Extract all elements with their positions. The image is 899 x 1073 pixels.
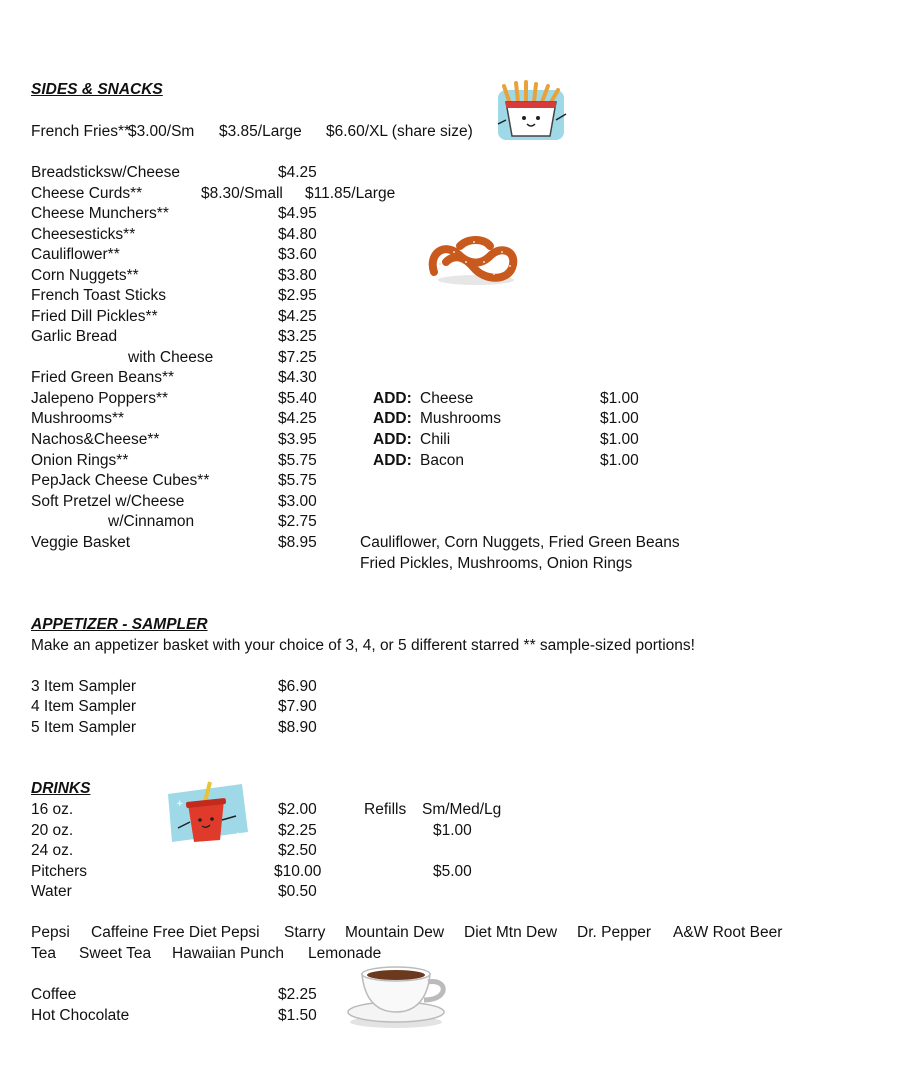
addon-name: Bacon [420,452,464,469]
item-name: Corn Nuggets** [31,267,139,284]
refills-label: Refills [364,801,407,818]
sampler-name: 3 Item Sampler [31,678,137,695]
soda-name: Hawaiian Punch [172,945,285,962]
item-price: $3.00 [278,493,317,510]
drink-name: 20 oz. [31,822,74,839]
sampler-price: $8.90 [278,719,317,736]
item-name: French Toast Sticks [31,287,166,304]
item-name: w/Cinnamon [108,513,195,530]
add-label: ADD: [373,431,412,448]
item-name: Soft Pretzel w/Cheese [31,493,185,510]
addon-name: Cheese [420,390,474,407]
fries-icon [492,80,572,144]
item-price: $4.95 [278,205,317,222]
addon-name: Mushrooms [420,410,501,427]
soda-name: Diet Mtn Dew [464,924,558,941]
drink-price: $0.50 [278,883,317,900]
drink-name: 16 oz. [31,801,74,818]
addon-name: Chili [420,431,451,448]
refill-price: $1.00 [433,822,472,839]
sampler-heading: APPETIZER - SAMPLER [31,616,208,633]
drink-name: Water [31,883,72,900]
curds-large-price: $11.85/Large [305,185,396,202]
addon-price: $1.00 [600,431,639,448]
soda-name: Starry [284,924,326,941]
item-price: $8.95 [278,534,317,551]
item-price: $5.75 [278,472,317,489]
item-name: Cheese Munchers** [31,205,169,222]
coffee-cup-icon [344,960,454,1030]
item-name: Nachos&Cheese** [31,431,160,448]
item-name: Veggie Basket [31,534,131,551]
drinks-heading: DRINKS [31,780,91,797]
item-price: $3.60 [278,246,317,263]
fries-large-price: $3.85/Large [219,123,302,140]
sampler-price: $7.90 [278,698,317,715]
item-name: Breadsticksw/Cheese [31,164,181,181]
soda-name: A&W Root Beer [673,924,783,941]
svg-text:+: + [176,799,184,809]
drink-price: $2.25 [278,822,317,839]
item-price: $2.75 [278,513,317,530]
soda-name: Sweet Tea [79,945,152,962]
item-name: Mushrooms** [31,410,125,427]
pretzel-icon [424,232,522,288]
sampler-name: 4 Item Sampler [31,698,137,715]
curds-small-price: $8.30/Small [201,185,283,202]
item-name: Cheesesticks** [31,226,136,243]
item-price: $2.95 [278,287,317,304]
soda-cup-icon [160,780,252,846]
add-label: ADD: [373,452,412,469]
curds-name: Cheese Curds** [31,185,143,202]
item-price: $4.30 [278,369,317,386]
item-price: $5.75 [278,452,317,469]
item-price: $7.25 [278,349,317,366]
item-name: Onion Rings** [31,452,129,469]
item-name: Cauliflower** [31,246,120,263]
veggie-desc: Cauliflower, Corn Nuggets, Fried Green Beans [360,534,680,551]
hot-drink-name: Coffee [31,986,77,1003]
item-name: Garlic Bread [31,328,118,345]
fries-name: French Fries** [31,123,131,140]
fries-xl-price: $6.60/XL (share size) [326,123,473,140]
pitcher-refill-price: $5.00 [433,863,472,880]
item-name: with Cheese [128,349,214,366]
hot-drink-name: Hot Chocolate [31,1007,130,1024]
drink-name: Pitchers [31,863,87,880]
addon-price: $1.00 [600,410,639,427]
hot-drink-price: $1.50 [278,1007,317,1024]
svg-text:+: + [234,831,242,841]
item-price: $5.40 [278,390,317,407]
item-price: $4.25 [278,308,317,325]
soda-name: Pepsi [31,924,70,941]
refills-sizes: Sm/Med/Lg [422,801,502,818]
addon-price: $1.00 [600,452,639,469]
drink-price: $2.00 [278,801,317,818]
sampler-name: 5 Item Sampler [31,719,137,736]
item-price: $3.95 [278,431,317,448]
item-price: $4.80 [278,226,317,243]
drink-name: 24 oz. [31,842,74,859]
item-price: $3.25 [278,328,317,345]
soda-name: Caffeine Free Diet Pepsi [91,924,260,941]
item-name: Jalepeno Poppers** [31,390,169,407]
hot-drink-price: $2.25 [278,986,317,1003]
sampler-price: $6.90 [278,678,317,695]
veggie-desc: Fried Pickles, Mushrooms, Onion Rings [360,555,633,572]
item-price: $4.25 [278,164,317,181]
item-price: $3.80 [278,267,317,284]
addon-price: $1.00 [600,390,639,407]
item-name: Fried Dill Pickles** [31,308,158,325]
drink-price: $10.00 [274,863,322,880]
soda-name: Dr. Pepper [577,924,652,941]
item-name: Fried Green Beans** [31,369,175,386]
soda-name: Mountain Dew [345,924,445,941]
add-label: ADD: [373,410,412,427]
soda-name: Tea [31,945,56,962]
sampler-desc: Make an appetizer basket with your choice of 3, 4, or 5 different starred ** sample-sized portions! [31,637,695,654]
fries-small-price: $3.00/Sm [128,123,195,140]
item-price: $4.25 [278,410,317,427]
soda-name: Lemonade [308,945,382,962]
item-name: PepJack Cheese Cubes** [31,472,210,489]
drink-price: $2.50 [278,842,317,859]
add-label: ADD: [373,390,412,407]
sides-heading: SIDES & SNACKS [31,81,163,98]
